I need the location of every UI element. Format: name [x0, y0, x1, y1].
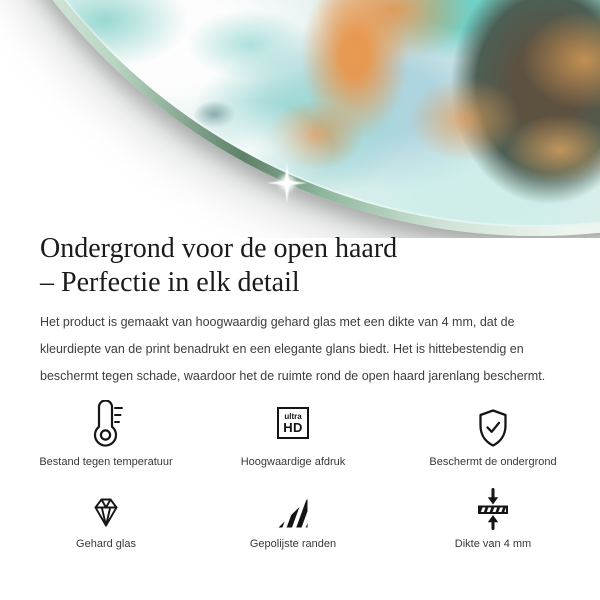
product-description: Het product is gemaakt van hoogwaardig gehard glas met een dikte van 4 mm, dat de kleurdiepte van de print benadrukt en een elegante glans biedt. Het is hittebestendig en beschermt tegen schade, waardoor het de ruimte rond de open haard jarenlang beschermt. [40, 315, 546, 383]
page-title [40, 232, 397, 300]
feature-item-tempered-glass [21, 488, 191, 550]
feature-label: Hoogwaardige afdruk [240, 456, 346, 468]
page-title-line2: – Perfectie in elk detail [40, 267, 300, 298]
sparkle-glint-icon [263, 159, 311, 207]
feature-label: Bestand tegen temperatuur [39, 456, 173, 468]
page-title-line1: Ondergrond voor de open haard [40, 233, 398, 264]
feature-item-polished-edges [208, 488, 378, 550]
feature-label: Gehard glas [76, 538, 136, 550]
feature-item-thickness [408, 488, 578, 550]
product-image [0, 0, 600, 238]
ultra-hd-icon: ultra HD [277, 407, 309, 439]
feature-label: Beschermt de ondergrond [429, 456, 557, 468]
thickness-icon [475, 488, 511, 530]
shield-check-icon [477, 408, 509, 448]
thermometer-icon [89, 400, 123, 448]
polished-edges-icon [276, 496, 310, 530]
feature-item-temperature [21, 400, 191, 468]
feature-label: Dikte van 4 mm [454, 538, 532, 550]
feature-item-print-quality [208, 400, 378, 468]
feature-item-protection [408, 400, 578, 468]
feature-label: Gepolijste randen [249, 538, 337, 550]
diamond-icon [88, 494, 124, 530]
feature-grid [0, 400, 600, 560]
